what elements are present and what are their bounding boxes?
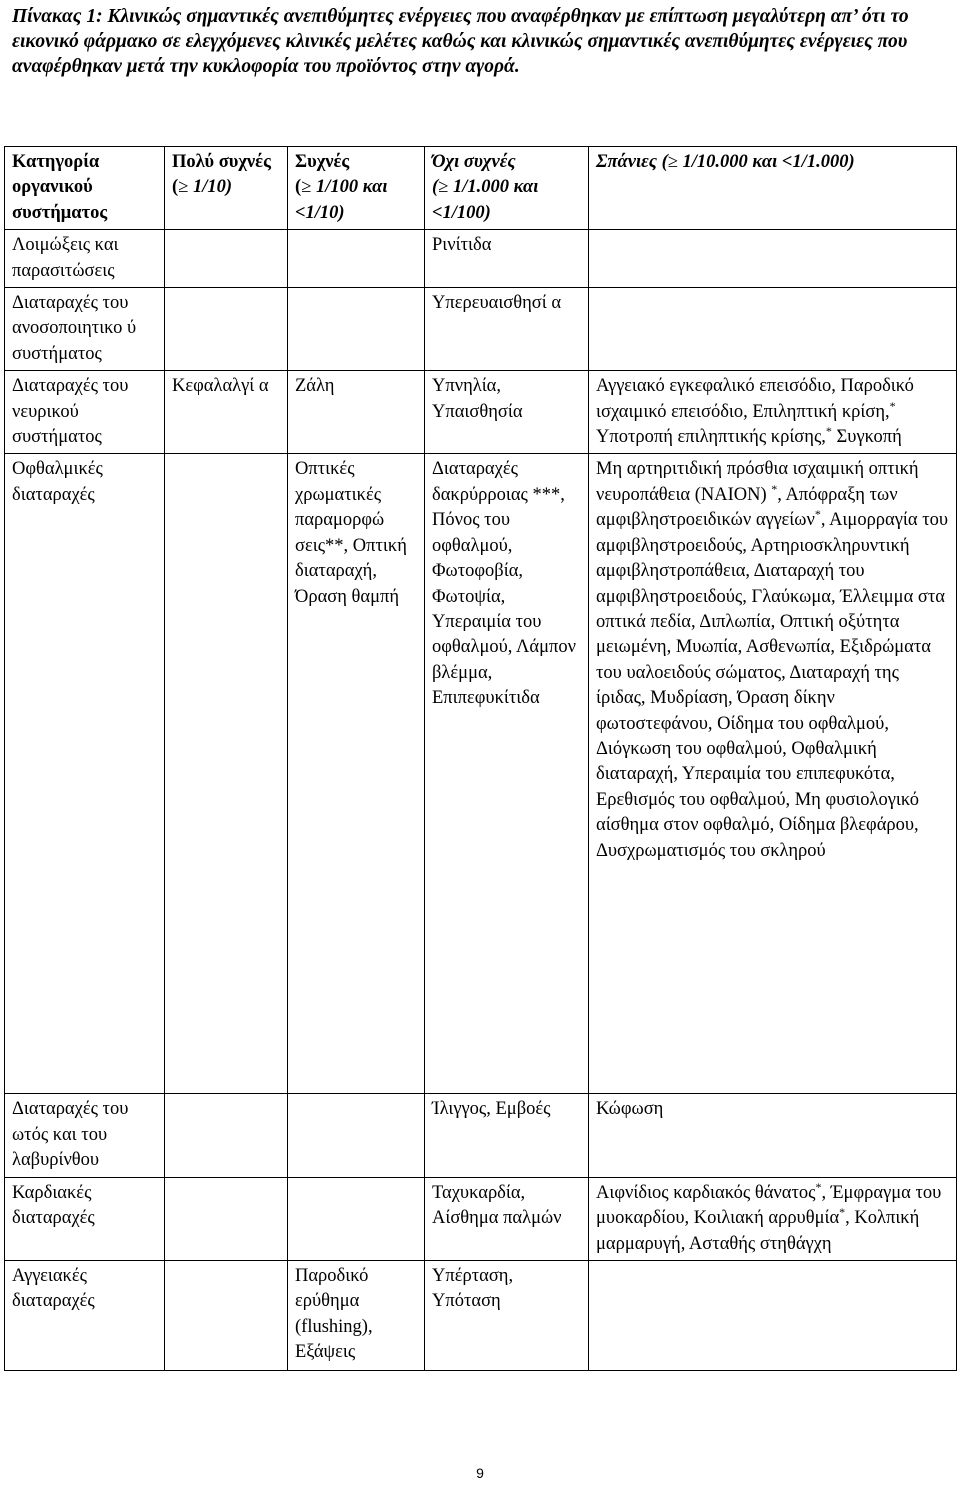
table-header-row — [5, 147, 957, 230]
uncommon-cell: Διαταραχές δακρύρροιας ***, Πόνος του οφθαλμού, Φωτοφοβία, Φωτοψία, Υπεραιμία του οφθαλμού, Λάμπον βλέμμα, Επιπεφυκίτιδα — [425, 454, 589, 1094]
uncommon-cell: Υπέρταση, Υπόταση — [425, 1260, 589, 1370]
very-common-cell — [165, 1094, 288, 1177]
very-common-cell — [165, 1260, 288, 1370]
rare-cardiac-text: , Έμφραγμα του μυοκαρδίου, Κοιλιακή αρρυθμία — [596, 1182, 942, 1229]
rare-eye-text: , Απόφραξη των αμφιβληστροειδικών αγγείων — [596, 484, 898, 531]
ge-symbol: ≥ — [667, 152, 678, 172]
organ-class-cell: Καρδιακές διαταραχές — [5, 1177, 165, 1260]
very-common-cell — [165, 454, 288, 1094]
header-rare — [589, 147, 957, 230]
common-cell: Ζάλη — [288, 371, 425, 454]
common-cell — [288, 288, 425, 371]
header-very-common — [165, 147, 288, 230]
common-cell — [288, 230, 425, 288]
header-common — [288, 147, 425, 230]
common-cell — [288, 1177, 425, 1260]
rare-nervous-text: Συγκοπή — [836, 427, 902, 448]
rare-cell: Κώφωση — [589, 1094, 957, 1177]
uncommon-cell: Ρινίτιδα — [425, 230, 589, 288]
rare-nervous-text: Αγγειακό εγκεφαλικό επεισόδιο, Παροδικό ισχαιμικό επεισόδιο, Επιληπτική κρίση, — [596, 376, 914, 422]
ge-symbol: ≥ — [438, 177, 449, 198]
rare-cell — [589, 454, 957, 1094]
table-row — [5, 1177, 957, 1260]
rare-cardiac-text: Αιφνίδιος καρδιακός θάνατος — [596, 1182, 816, 1203]
table-caption: Πίνακας 1: Κλινικώς σημαντικές ανεπιθύμητες ενέργειες που αναφέρθηκαν με επίπτωση μεγαλύτερη απ’ ότι το εικονικό φάρμακο σε ελεγχόμενες κλινικές μελέτες καθώς και κλινικώς σημαντικές ανεπιθύμητες ενέργειες που αναφέρθηκαν μετά την κυκλοφορία του προϊόντος στην αγορά. — [12, 6, 909, 77]
header-paren: ( — [432, 177, 439, 198]
header-rare-label: Σπάνιες ( — [596, 152, 668, 172]
header-rare-range: 1/10.000 και <1/1.000) — [682, 152, 855, 172]
header-very-common-label: Πολύ συχνές — [172, 152, 271, 172]
asterisk-footnote: * — [889, 398, 896, 413]
ge-symbol: ≥ — [178, 177, 189, 198]
organ-class-cell: Διαταραχές του νευρικού συστήματος — [5, 371, 165, 454]
rare-cell — [589, 1260, 957, 1370]
rare-eye-text: , Αιμορραγία του αμφιβληστροειδούς, Αρτηριοσκληρυντική αμφιβληστροπάθεια, Διαταραχή του αμφιβληστροειδούς, Γλαύκωμα, Έλλειμμα στα οπτικά πεδία, Διπλωπία, Οπτική οξύτητα μειωμένη, Μυωπία, Ασθενωπία, Εξιδρώματα του υαλοειδούς σώματος, Διαταραχή της ίριδας, Μυδρίαση, Όραση δίκην φωτοστεφάνου, Οίδημα του οφθαλμού, Διόγκωση του οφθαλμού, Οφθαλμική διαταραχή, Υπεραιμία του επιπεφυκότα, Ερεθισμός του οφθαλμού, Μη φυσιολογικό αίσθημα στον οφθαλμό, Οίδημα βλεφάρου, Δυσχρωματισμός του σκληρού — [596, 510, 949, 861]
asterisk-footnote: * — [771, 481, 778, 496]
table-row — [5, 1260, 957, 1370]
common-cell — [288, 1094, 425, 1177]
rare-cell — [589, 230, 957, 288]
table-row — [5, 454, 957, 1094]
table-row — [5, 1094, 957, 1177]
table-row — [5, 288, 957, 371]
rare-eye-text: Μη αρτηριτιδική πρόσθια ισχαιμική οπτική νευροπάθεια (NAION) — [596, 459, 919, 505]
page-number: 9 — [476, 1465, 484, 1481]
asterisk-footnote: * — [815, 1179, 822, 1194]
header-uncommon — [425, 147, 589, 230]
asterisk-footnote: * — [825, 423, 832, 438]
ge-symbol: ≥ — [301, 177, 312, 198]
rare-cardiac-text: , Κολπική μαρμαρυγή, Ασταθής στηθάγχη — [596, 1208, 920, 1254]
organ-class-cell: Αγγειακές διαταραχές — [5, 1260, 165, 1370]
header-organ-class: Κατηγορία οργανικού συστήματος — [5, 147, 165, 230]
very-common-cell: Κεφαλαλγί α — [165, 371, 288, 454]
header-very-common-range: 1/10) — [192, 177, 233, 198]
common-cell: Οπτικές χρωματικές παραμορφώ σεις**, Οπτική διαταραχή, Όραση θαμπή — [288, 454, 425, 1094]
rare-cell — [589, 371, 957, 454]
very-common-cell — [165, 288, 288, 371]
table-row — [5, 371, 957, 454]
asterisk-footnote: * — [814, 507, 821, 522]
rare-nervous-text: Υποτροπή επιληπτικής κρίσης, — [596, 427, 826, 448]
uncommon-cell: Ταχυκαρδία, Αίσθημα παλμών — [425, 1177, 589, 1260]
header-common-label: Συχνές — [295, 152, 350, 172]
header-paren: ( — [295, 177, 302, 198]
asterisk-footnote: * — [839, 1204, 846, 1219]
organ-class-cell: Διαταραχές του ανοσοποιητικο ύ συστήματος — [5, 288, 165, 371]
header-uncommon-range: 1/1.000 και <1/100) — [432, 177, 539, 223]
uncommon-cell: Υπερευαισθησί α — [425, 288, 589, 371]
uncommon-cell: Ίλιγγος, Εμβοές — [425, 1094, 589, 1177]
very-common-cell — [165, 1177, 288, 1260]
rare-cell — [589, 288, 957, 371]
very-common-cell — [165, 230, 288, 288]
table-row — [5, 230, 957, 288]
header-paren: ( — [172, 177, 179, 198]
header-common-range: 1/100 και <1/10) — [295, 177, 388, 223]
organ-class-cell: Διαταραχές του ωτός και του λαβυρίνθου — [5, 1094, 165, 1177]
adverse-reactions-table — [4, 146, 957, 1371]
organ-class-cell: Λοιμώξεις και παρασιτώσεις — [5, 230, 165, 288]
common-cell: Παροδικό ερύθημα (flushing), Εξάψεις — [288, 1260, 425, 1370]
organ-class-cell: Οφθαλμικές διαταραχές — [5, 454, 165, 1094]
rare-cell — [589, 1177, 957, 1260]
header-uncommon-label: Όχι συχνές — [432, 152, 516, 172]
uncommon-cell: Υπνηλία, Υπαισθησία — [425, 371, 589, 454]
